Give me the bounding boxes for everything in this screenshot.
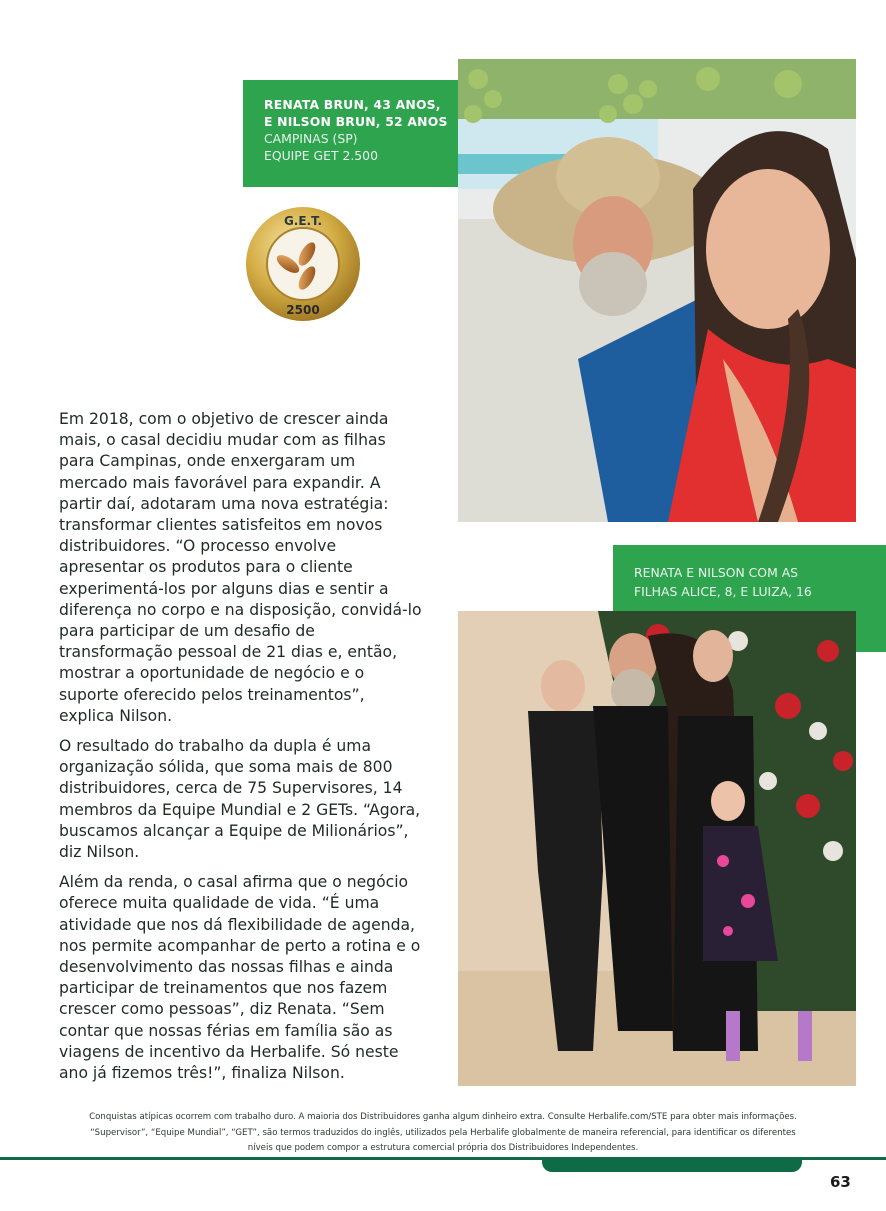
disclaimer — [40, 1110, 846, 1157]
disclaimer-line-3: níveis que podem compor a estrutura comercial própria dos Distribuidores Independentes. — [247, 1143, 639, 1154]
city-label: CAMPINAS (SP) — [264, 131, 358, 146]
article-paragraph-1: Em 2018, com o objetivo de crescer ainda mais, o casal decidiu mudar com as filhas para Campinas, onde enxergaram um mercado mais favorável para expandir. A partir daí, adotaram uma nova estratégia: transformar clientes satisfeitos em novos distribuidores. “O processo envolve apresentar os produtos para o cliente experimentá-los por alguns dias e sentir a diferença no corpo e na disposição, convidá-lo para participar de um desafio de transformação pessoal de 21 dias e, então, mostrar a oportunidade de negócio e o suporte oferecido pelos treinamentos”, explica Nilson. — [59, 410, 422, 725]
article-body — [59, 409, 424, 1093]
beach-selfie-illustration — [458, 59, 856, 522]
family-caption-line-2: FILHAS ALICE, 8, E LUIZA, 16 — [634, 584, 812, 599]
beach-selfie-photo — [458, 59, 856, 522]
names-line-1: RENATA BRUN, 43 ANOS, — [264, 97, 441, 112]
disclaimer-line-1: Conquistas atípicas ocorrem com trabalho duro. A maioria dos Distribuidores ganha algum dinheiro extra. Consulte Herbalife.com/STE para obter mais informações. — [89, 1112, 797, 1122]
team-label: EQUIPE GET 2.500 — [264, 148, 378, 163]
page-number: 63 — [830, 1173, 851, 1191]
badge-top-label: G.E.T. — [283, 214, 323, 228]
article-paragraph-2: O resultado do trabalho da dupla é uma organização sólida, que soma mais de 800 distribuidores, cerca de 75 Supervisores, 14 membros da Equipe Mundial e 2 GETs. “Agora, buscamos alcançar a Equipe de Milionários”, diz Nilson. — [59, 737, 421, 862]
article-paragraph-3: Além da renda, o casal afirma que o negócio oferece muita qualidade de vida. “É uma atividade que nos dá flexibilidade de agenda, nos permite acompanhar de perto a rotina e o desenvolvimento das nossas filhas e ainda participar de treinamentos que nos fazem crescer como pessoas”, diz Renata. “Sem contar que nossas férias em família são as viagens de incentivo da Herbalife. Só neste ano já fizemos três!”, finaliza Nilson. — [59, 873, 421, 1083]
badge-bottom-label: 2500 — [286, 303, 320, 317]
family-christmas-photo — [458, 611, 856, 1086]
profile-caption — [243, 80, 458, 187]
names-line-2: E NILSON BRUN, 52 ANOS — [264, 114, 448, 129]
family-caption-line-1: RENATA E NILSON COM AS — [634, 565, 799, 580]
get-2500-badge — [245, 206, 361, 322]
footer-tab — [542, 1159, 802, 1172]
disclaimer-line-2: “Supervisor”, “Equipe Mundial”, “GET”, são termos traduzidos do inglês, utilizados pela Herbalife globalmente de maneira referencial, para identificar os diferentes — [90, 1127, 796, 1138]
family-christmas-illustration — [458, 611, 856, 1086]
